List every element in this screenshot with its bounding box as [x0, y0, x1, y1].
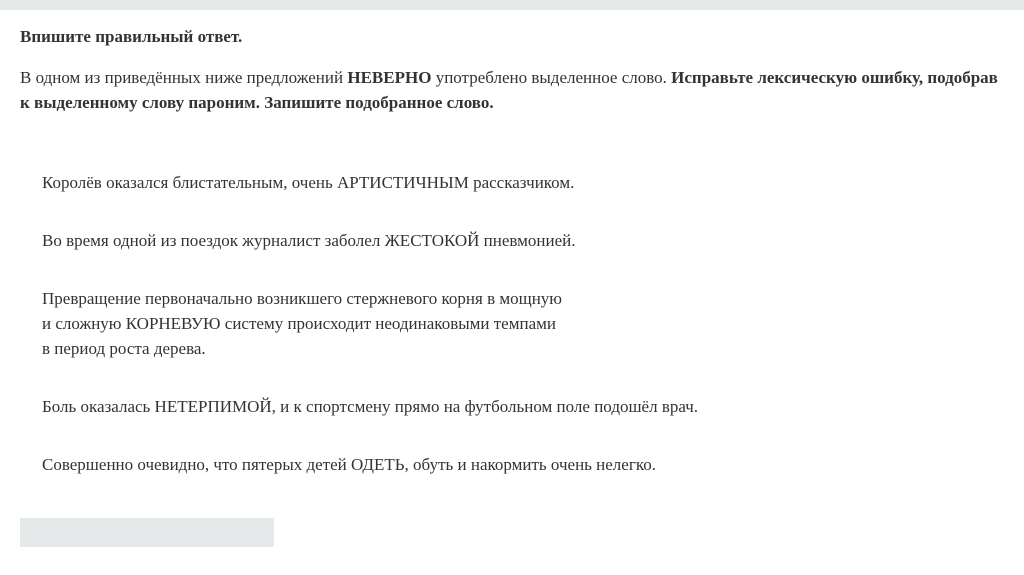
instruction-text-part1: В одном из приведённых ниже предложений — [20, 68, 348, 87]
sentence-4 — [42, 394, 698, 419]
instruction-bold-line2: к выделенному слову пароним. Запишите подобранное слово. — [20, 93, 494, 112]
task-instructions — [20, 65, 1002, 115]
instruction-text-part2: употреблено выделенное слово. — [431, 68, 672, 87]
task-title: Впишите правильный ответ. — [20, 27, 243, 46]
sentence-line: Королёв оказался блистательным, очень АРТИСТИЧНЫМ рассказчиком. — [42, 173, 575, 192]
sentence-1 — [42, 170, 574, 195]
answer-input[interactable] — [20, 518, 274, 547]
sentence-line: Во время одной из поездок журналист заболел ЖЕСТОКОЙ пневмонией. — [42, 231, 576, 250]
sentence-line: в период роста дерева. — [42, 339, 206, 358]
instruction-bold-line1: Исправьте лексическую ошибку, подобрав — [671, 68, 998, 87]
sentence-line: Боль оказалась НЕТЕРПИМОЙ, и к спортсмену прямо на футбольном поле подошёл врач. — [42, 397, 699, 416]
sentence-line: Превращение первоначально возникшего стержневого корня в мощную — [42, 289, 562, 308]
instruction-emphasis: НЕВЕРНО — [347, 68, 432, 87]
sentence-2 — [42, 228, 576, 253]
top-bar — [0, 0, 1024, 10]
sentence-line: и сложную КОРНЕВУЮ систему происходит неодинаковыми темпами — [42, 314, 556, 333]
sentence-line: Совершенно очевидно, что пятерых детей ОДЕТЬ, обуть и накормить очень нелегко. — [42, 455, 656, 474]
sentence-3 — [42, 286, 562, 361]
sentence-5 — [42, 452, 656, 477]
